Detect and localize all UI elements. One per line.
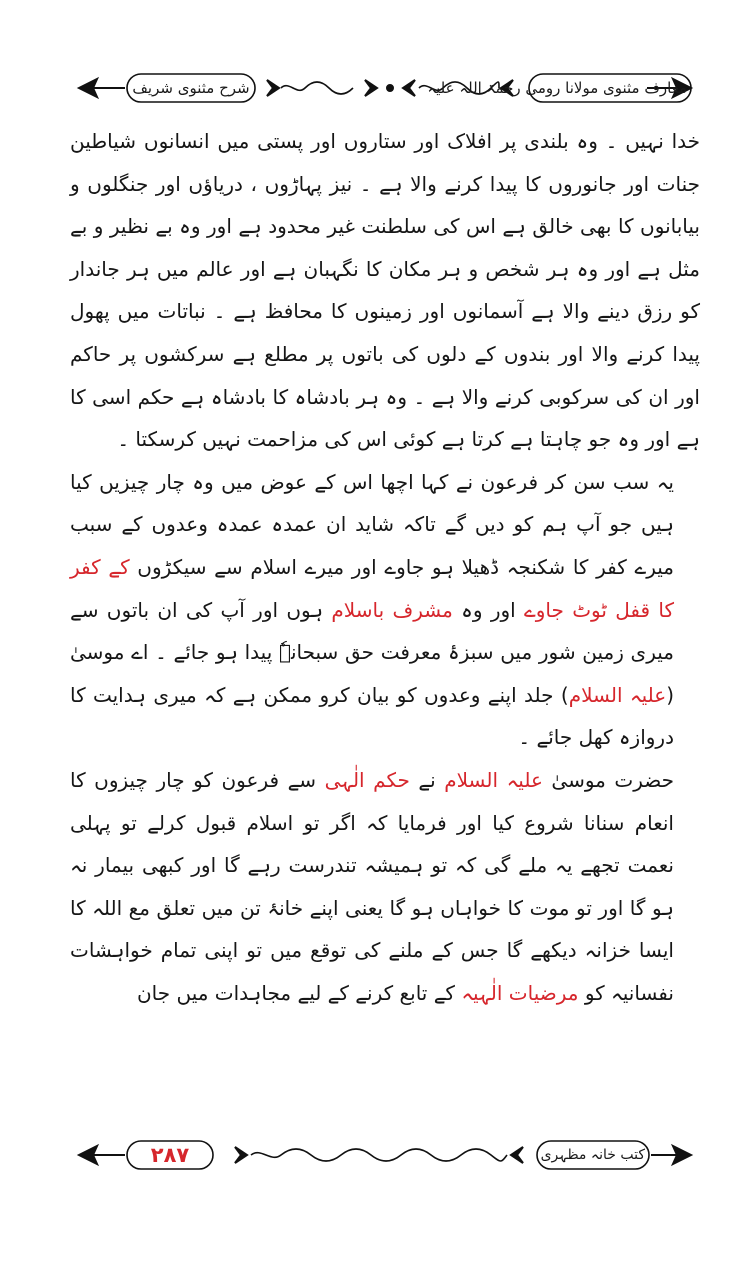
- highlighted-phrase: مرضیات الٰہیہ: [461, 980, 579, 1005]
- text-run: ہوں اور آپ کی ان باتوں سے میری زمین شور میں سبزۂ معرفت حق سبحانہٗ پیدا ہو جائے ۔ اے موسیٰ (: [70, 597, 674, 707]
- paragraph-1: [70, 120, 700, 461]
- text-run: ) جلد اپنے وعدوں کو بیان کرو ممکن ہے کہ میری ہدایت کا دروازہ کھل جائے ۔: [70, 682, 674, 750]
- highlighted-phrase: مشرف باسلام: [331, 597, 453, 622]
- text-run: سے فرعون کو چار چیزوں کا انعام سنانا شروع کیا اور فرمایا کہ اگر تو اسلام قبول کرلے تو پہلی نعمت تجھے یہ ملے گی کہ تو ہمیشہ تندرست رہے گا اور کبھی بیمار نہ ہو گا اور تو موت کا خواہاں ہو گا یعنی اپنے خانۂ تن میں تعلق مع اللہ کا ایسا خزانہ دیکھے گا جس کے ملنے کی توقع میں تو اپنی تمام خواہشات نفسانیہ کو: [70, 767, 674, 1005]
- running-footer: [75, 1133, 695, 1177]
- paragraph-3: [70, 759, 700, 1015]
- book-title: معارف مثنوی مولانا رومی رحمۃ اللہ علیہ: [427, 79, 687, 97]
- text-run: حضرت موسیٰ: [542, 767, 674, 792]
- running-header: [75, 66, 695, 110]
- text-run: خدا نہیں ۔ وہ بلندی پر افلاک اور ستاروں اور پستی میں انسانوں شیاطین جنات اور جانوروں کا پیدا کرنے والا ہے ۔ نیز پہاڑوں ، دریاؤں اور جنگلوں و بیابانوں کا بھی خالق ہے اس کی سلطنت غیر محدود ہے اور وہ بے نظیر و بے مثل ہے اور وہ ہر شخص و ہر مکان کا نگہبان ہے اور عالم میں ہر جاندار کو رزق دینے والا ہے آسمانوں اور زمینوں کا محافظ ہے ۔ نباتات میں پھول پیدا کرنے والا اور بندوں کے دلوں کی باتوں پر مطلع ہے سرکشوں پر حاکم اور ان کی سرکوبی کرنے والا ہے ۔ وہ ہر بادشاہ کا بادشاہ ہے حکم اسی کا ہے اور وہ جو چاہتا ہے کرتا ہے کوئی اس کی مزاحمت نہیں کرسکتا ۔: [70, 129, 700, 452]
- page-number: ۲۸۷: [150, 1143, 190, 1167]
- section-title: شرح مثنوی شریف: [132, 79, 250, 97]
- text-run: یہ سب سن کر فرعون نے کہا اچھا اس کے عوض میں وہ چار چیزیں کیا ہیں جو آپ ہم کو دیں گے تاکہ شاید ان عمدہ عمدہ وعدوں کے سبب میرے کفر کا شکنجہ ڈھیلا ہو جاوے اور میرے اسلام سے سیکڑوں: [70, 469, 674, 579]
- text-run: اور وہ: [452, 597, 525, 622]
- text-run: نے: [409, 767, 445, 792]
- main-text: [70, 120, 700, 1014]
- publisher-name: کتب خانہ مظہری: [540, 1147, 645, 1163]
- highlighted-phrase: کے کفر کا قفل ٹوٹ جاوے: [70, 554, 674, 622]
- highlighted-phrase: حکم الٰہی: [324, 767, 410, 792]
- highlighted-phrase: علیہ السلام: [444, 767, 543, 792]
- highlighted-phrase: علیہ السلام: [568, 682, 667, 707]
- text-run: کے تابع کرنے کے لیے مجاہدات میں جان: [136, 980, 462, 1005]
- paragraph-2: [70, 461, 700, 759]
